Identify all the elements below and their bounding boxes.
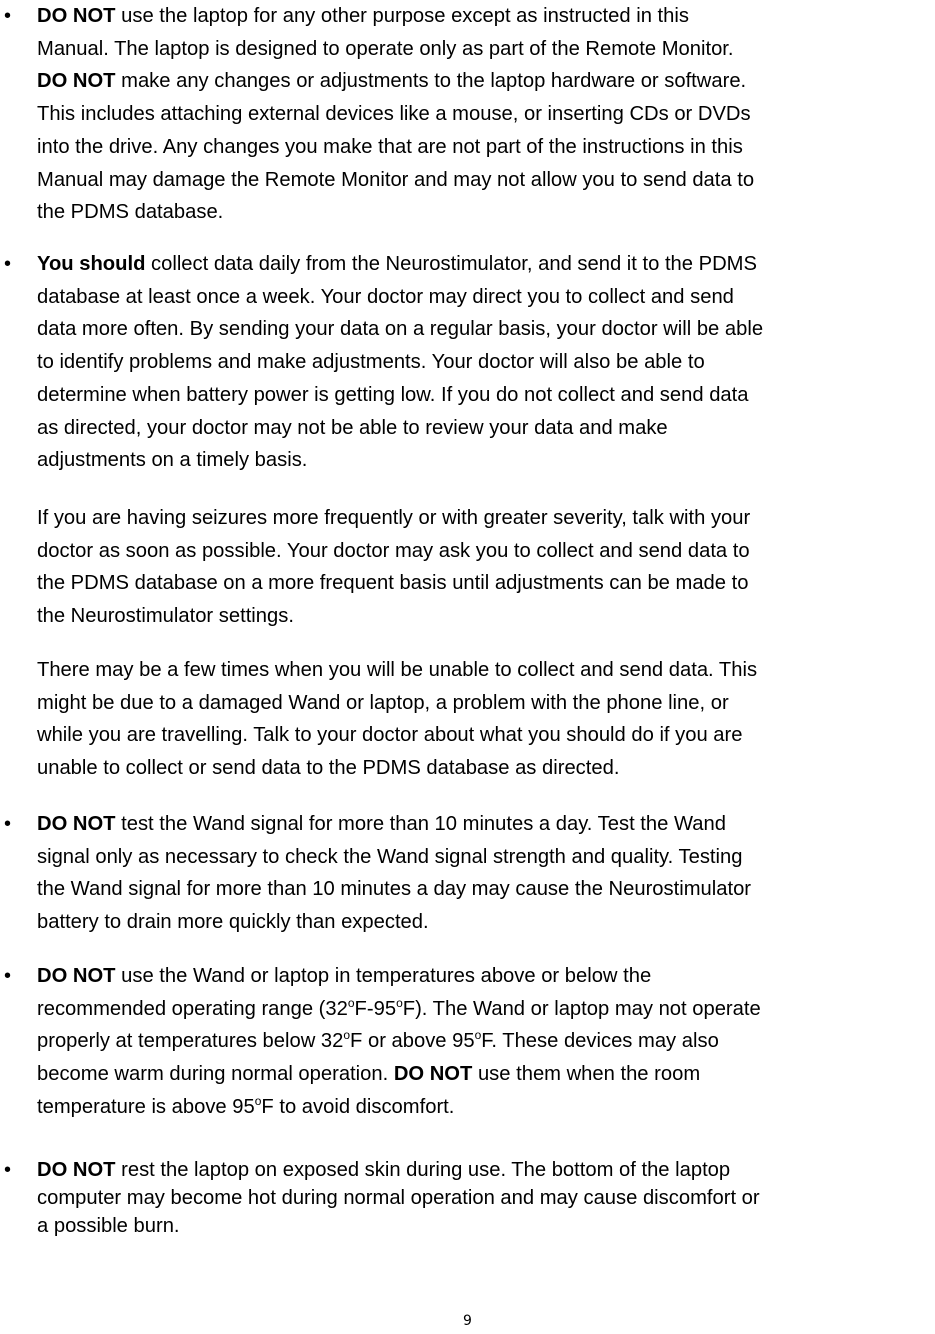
text-line: to identify problems and make adjustments. Your doctor will also be able to [37, 351, 705, 374]
bullet-marker: • [4, 965, 12, 987]
text-line: determine when battery power is getting low. If you do not collect and send data [37, 383, 749, 406]
text-line: computer may become hot during normal operation and may cause discomfort or [37, 1186, 760, 1209]
text-line: DO NOT rest the laptop on exposed skin during use. The bottom of the laptop [37, 1159, 731, 1181]
text-line: Manual. The laptop is designed to operate only as part of the Remote Monitor. [37, 37, 734, 60]
text-line: as directed, your doctor may not be able to review your data and make [37, 416, 668, 439]
page-number: 9 [463, 1313, 472, 1329]
text-line: database at least once a week. Your doctor may direct you to collect and send [37, 285, 734, 308]
bullet-text [37, 1154, 935, 1240]
text-line: signal only as necessary to check the Wand signal strength and quality. Testing [37, 845, 743, 868]
text-line: the Wand signal for more than 10 minutes a day may cause the Neurostimulator [37, 878, 752, 901]
text-line: There may be a few times when you will be unable to collect and send data. This [37, 659, 758, 681]
degree-mark: o [474, 1028, 482, 1043]
text-line: battery to drain more quickly than expected. [37, 911, 429, 934]
emphasis-you-should: You should [37, 253, 146, 275]
degree-mark: o [343, 1028, 351, 1043]
text-line: Manual may damage the Remote Monitor and may not allow you to send data to [37, 168, 755, 191]
text-line: adjustments on a timely basis. [37, 449, 308, 472]
emphasis-do-not: DO NOT [37, 5, 116, 27]
text-line: into the drive. Any changes you make that are not part of the instructions in this [37, 135, 743, 158]
text-line: properly at temperatures below 32$^o$F or above 95$^o$F. These devices may also [37, 1028, 719, 1053]
bullet-marker: • [4, 253, 12, 275]
emphasis-do-not: DO NOT [393, 1063, 473, 1086]
text-line: doctor as soon as possible. Your doctor may ask you to collect and send data to [37, 539, 750, 562]
bullet-text [37, 0, 935, 229]
bullet-marker: • [4, 813, 12, 835]
degree-mark: o [347, 995, 355, 1010]
emphasis-do-not: DO NOT [37, 70, 116, 93]
text-line: might be due to a damaged Wand or laptop, a problem with the phone line, or [37, 691, 729, 714]
emphasis-do-not: DO NOT [37, 813, 116, 835]
text-line: DO NOT use the Wand or laptop in temperatures above or below the [37, 965, 652, 987]
bullet-text [37, 960, 935, 1124]
text-line: a possible burn. [37, 1214, 180, 1237]
emphasis-do-not: DO NOT [37, 965, 116, 987]
degree-mark: o [396, 995, 403, 1010]
text-line: temperature is above 95$^o$F to avoid discomfort. [37, 1093, 455, 1118]
text-line: This includes attaching external devices like a mouse, or inserting CDs or DVDs [37, 103, 751, 126]
paragraph-unable-to-send [37, 654, 935, 785]
text-line: If you are having seizures more frequently or with greater severity, talk with your [37, 507, 751, 529]
text-line: unable to collect or send data to the PDMS database as directed. [37, 757, 620, 780]
text-line: become warm during normal operation. DO NOT use them when the room [37, 1063, 701, 1086]
paragraph-seizures [37, 502, 935, 633]
text-line: the PDMS database on a more frequent basis until adjustments can be made to [37, 572, 749, 595]
text-line: DO NOT make any changes or adjustments to the laptop hardware or software. [37, 70, 747, 93]
bullet-marker: • [4, 5, 12, 27]
text-line: DO NOT test the Wand signal for more than 10 minutes a day. Test the Wand [37, 813, 726, 835]
text-line: while you are travelling. Talk to your doctor about what you should do if you are [37, 724, 743, 747]
text-line: the PDMS database. [37, 201, 224, 224]
bullet-text [37, 248, 935, 477]
text-line: You should collect data daily from the Neurostimulator, and send it to the PDMS [37, 253, 757, 275]
text-line: the Neurostimulator settings. [37, 605, 294, 628]
emphasis-do-not: DO NOT [37, 1159, 116, 1181]
text-line: recommended operating range (32$^o$F-95$^o$F). The Wand or laptop may not operate [37, 995, 761, 1020]
degree-mark: o [254, 1093, 262, 1108]
bullet-marker: • [4, 1159, 12, 1181]
text-line: DO NOT use the laptop for any other purpose except as instructed in this [37, 5, 689, 27]
bullet-text [37, 808, 935, 939]
text-line: data more often. By sending your data on a regular basis, your doctor will be able [37, 318, 764, 341]
